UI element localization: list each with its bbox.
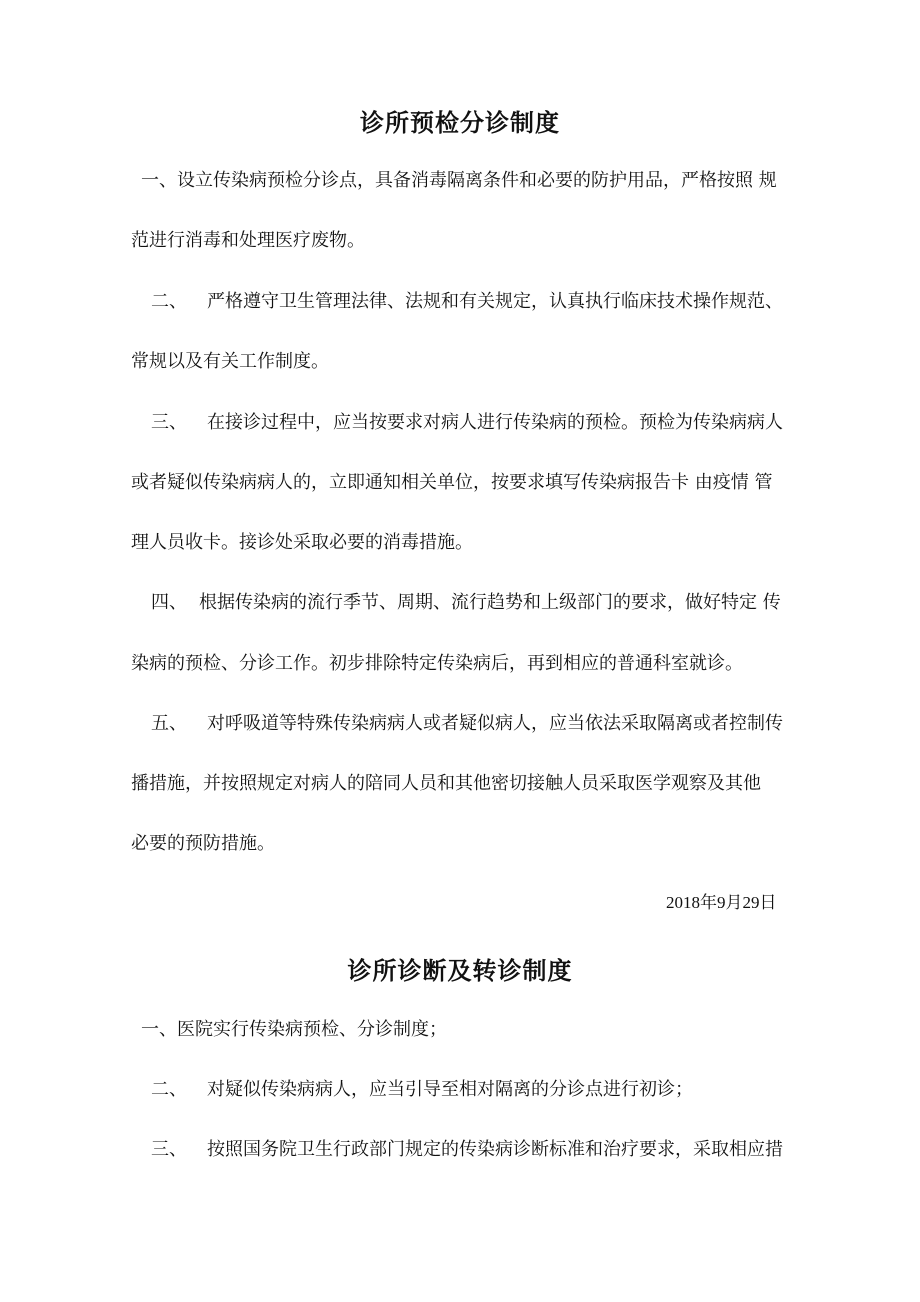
section1-title: 诊所预检分诊制度 bbox=[360, 109, 560, 137]
section1-item2-num: 二、 bbox=[151, 291, 187, 312]
section1-item5-line3: 必要的预防措施。 bbox=[131, 833, 275, 854]
section1-item4-num: 四、 bbox=[151, 592, 187, 613]
section1-item5-num: 五、 bbox=[151, 713, 187, 734]
section1-item4-line2: 染病的预检、分诊工作。初步排除特定传染病后，再到相应的普通科室就诊。 bbox=[131, 653, 743, 674]
section1-item1-line1: 一、设立传染病预检分诊点，具备消毒隔离条件和必要的防护用品，严格按照 规 bbox=[141, 170, 777, 191]
section1-item3-line1: 在接诊过程中，应当按要求对病人进行传染病的预检。预检为传染病病人 bbox=[207, 412, 783, 433]
section1-item1-line2: 范进行消毒和处理医疗废物。 bbox=[131, 230, 365, 251]
section1-date: 2018年9月29日 bbox=[666, 893, 777, 912]
section2-item1-line1: 一、医院实行传染病预检、分诊制度； bbox=[141, 1019, 447, 1040]
section1-item3-line3: 理人员收卡。接诊处采取必要的消毒措施。 bbox=[131, 532, 473, 553]
section2-item2-num: 二、 bbox=[151, 1079, 187, 1100]
section1-item2-line2: 常规以及有关工作制度。 bbox=[131, 351, 329, 372]
section1-item4-line1: 根据传染病的流行季节、周期、流行趋势和上级部门的要求，做好特定 传 bbox=[199, 592, 781, 613]
section1-item5-line1: 对呼吸道等特殊传染病病人或者疑似病人，应当依法采取隔离或者控制传 bbox=[207, 713, 783, 734]
section1-item3-line2: 或者疑似传染病病人的，立即通知相关单位，按要求填写传染病报告卡 由疫情 管 bbox=[131, 472, 773, 493]
section2-item2-line1: 对疑似传染病病人，应当引导至相对隔离的分诊点进行初诊； bbox=[207, 1079, 693, 1100]
section1-item5-line2: 播措施，并按照规定对病人的陪同人员和其他密切接触人员采取医学观察及其他 bbox=[131, 773, 761, 794]
section2-item3-line1: 按照国务院卫生行政部门规定的传染病诊断标准和治疗要求，采取相应措 bbox=[207, 1139, 783, 1160]
section2-title: 诊所诊断及转诊制度 bbox=[347, 957, 573, 985]
section1-item3-num: 三、 bbox=[151, 412, 187, 433]
section2-item3-num: 三、 bbox=[151, 1139, 187, 1160]
section1-item2-line1: 严格遵守卫生管理法律、法规和有关规定，认真执行临床技术操作规范、 bbox=[207, 291, 783, 312]
